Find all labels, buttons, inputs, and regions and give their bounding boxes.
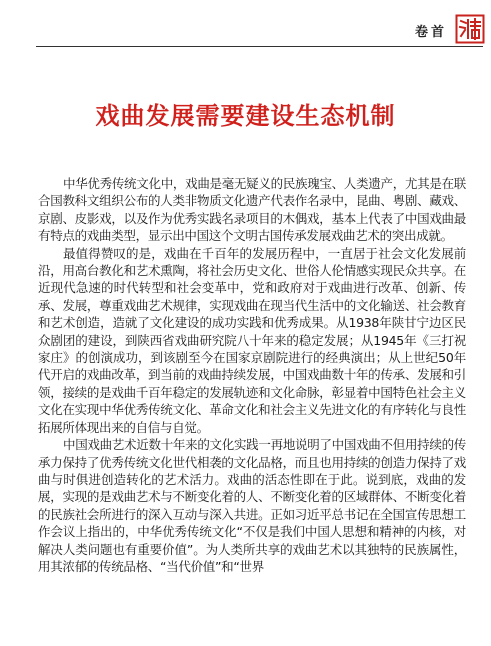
paragraph: 中华优秀传统文化中，戏曲是毫无疑义的民族瑰宝、人类遗产，尤其是在联合国教科文组织公布的人类非物质文化遗产代表作名录中，昆曲、粤剧、藏戏、京剧、皮影戏，以及作为优秀实践名录项目的木偶戏，基本上代表了中国戏曲最有特点的戏曲类型，显示出中国这个文明古国传承发展戏曲艺术的突出成就。 — [38, 176, 466, 244]
article-body — [38, 175, 466, 575]
section-label: 卷首 — [414, 25, 447, 40]
seal-stamp-icon — [455, 14, 485, 44]
paragraph: 中国戏曲艺术近数十年来的文化实践一再地说明了中国戏曲不但用持续的传承力保持了优秀传统文化世代相袭的文化品格，而且也用持续的创造力保持了戏曲与时俱进创造转化的艺术活力。戏曲的活态性即在于此。说到底，戏曲的发展，实现的是戏曲艺术与不断变化着的人、不断变化着的区域群体、不断变化着的民族社会所进行的深入互动与深入共进。正如习近平总书记在全国宣传思想工作会议上指出的，中华优秀传统文化“不仅是我们中国人思想和精神的内核，对解决人类问题也有重要价值”。为人类所共享的戏曲艺术以其独特的民族属性，用其浓郁的传统品格、“当代价值”和“世界 — [38, 437, 466, 574]
paragraph: 最值得赞叹的是，戏曲在千百年的发展历程中，一直居于社会文化发展前沿，用高台教化和艺术熏陶，将社会历史文化、世俗人伦情感实现民众共享。在近现代急速的时代转型和社会变革中，党和政府对于戏曲进行改革、创新、传承、发展，尊重戏曲艺术规律，实现戏曲在现当代生活中的文化输送、社会教育和艺术创造，造就了文化建设的成功实践和优秀成果。从1938年陕甘宁边区民众剧团的建设，到陕西省戏曲研究院八十年来的稳定发展；从1945年《三打祝家庄》的创演成功，到该剧至今在国家京剧院进行的经典演出；从上世纪50年代开启的戏曲改革，到当前的戏曲持续发展，中国戏曲数十年的传承、发展和引领，接续的是戏曲千百年稳定的发展轨迹和文化命脉，彰显着中国特色社会主义文化在实现中华优秀传统文化、革命文化和社会主义先进文化的有序转化与良性拓展所体现出来的自信与自觉。 — [38, 245, 466, 435]
page-header — [0, 0, 491, 52]
header-rule — [36, 46, 483, 47]
article-title: 戏曲发展需要建设生态机制 — [95, 102, 396, 130]
